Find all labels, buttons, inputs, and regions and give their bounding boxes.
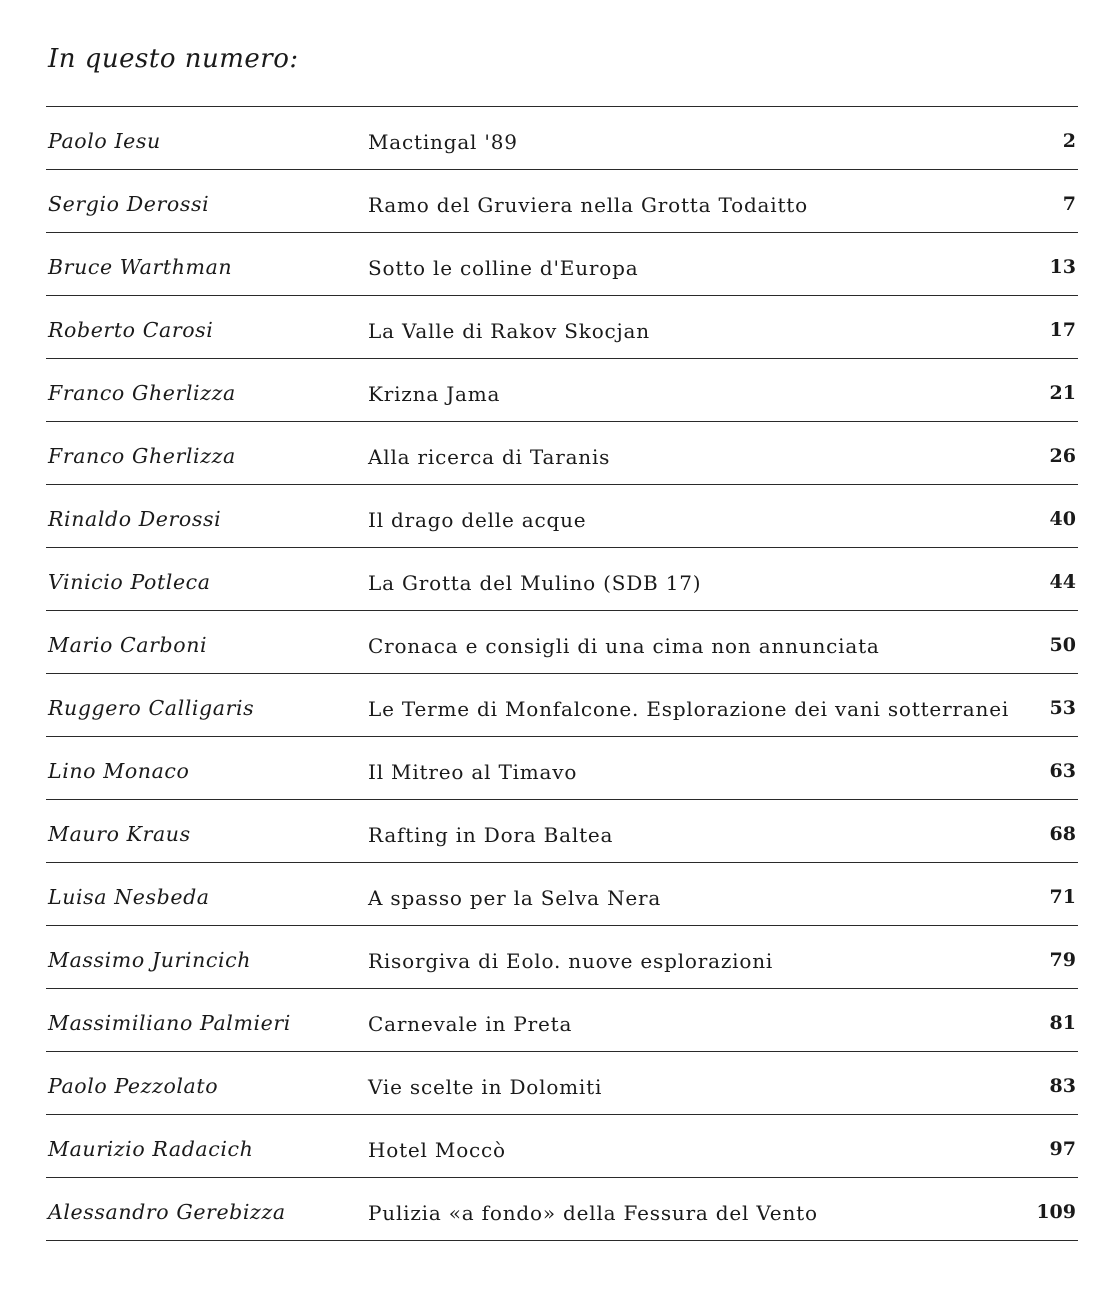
toc-row: [46, 1178, 1078, 1241]
toc-title: Alla ricerca di Taranis: [368, 445, 611, 469]
toc-row: [46, 170, 1078, 233]
toc-title: Il drago delle acque: [368, 508, 587, 532]
toc-row: [46, 1115, 1078, 1178]
toc-title: Sotto le colline d'Europa: [368, 256, 639, 280]
toc-title: Vie scelte in Dolomiti: [368, 1075, 603, 1099]
toc-row: [46, 548, 1078, 611]
toc-page-number: 17: [1049, 319, 1076, 341]
toc-title: Risorgiva di Eolo. nuove esplorazioni: [368, 949, 774, 973]
toc-row: [46, 800, 1078, 863]
toc-page-number: 7: [1062, 193, 1076, 215]
toc-page-number: 81: [1049, 1012, 1076, 1034]
toc-row: [46, 989, 1078, 1052]
toc-title: La Grotta del Mulino (SDB 17): [368, 571, 702, 595]
toc-row: [46, 359, 1078, 422]
toc-row: [46, 611, 1078, 674]
toc-page-number: 97: [1049, 1138, 1076, 1160]
toc-author: Massimiliano Palmieri: [48, 1011, 291, 1035]
toc-page-number: 79: [1049, 949, 1076, 971]
toc-page-number: 26: [1049, 445, 1076, 467]
toc-page-number: 109: [1036, 1201, 1076, 1223]
toc-page-number: 2: [1062, 130, 1076, 152]
toc-row: [46, 296, 1078, 359]
toc-title: Pulizia «a fondo» della Fessura del Vento: [368, 1201, 818, 1225]
toc-title: Il Mitreo al Timavo: [368, 760, 578, 784]
toc-author: Alessandro Gerebizza: [48, 1200, 286, 1224]
toc-row: [46, 233, 1078, 296]
toc-page-number: 71: [1049, 886, 1076, 908]
toc-author: Roberto Carosi: [48, 318, 214, 342]
table-of-contents: [46, 106, 1078, 1241]
toc-author: Maurizio Radacich: [48, 1137, 254, 1161]
toc-row: [46, 674, 1078, 737]
toc-page-number: 53: [1049, 697, 1076, 719]
toc-author: Luisa Nesbeda: [48, 885, 210, 909]
toc-author: Franco Gherlizza: [48, 381, 236, 405]
toc-title: Hotel Moccò: [368, 1138, 506, 1162]
toc-author: Mauro Kraus: [48, 822, 191, 846]
toc-author: Massimo Jurincich: [48, 948, 252, 972]
toc-row: [46, 485, 1078, 548]
toc-row: [46, 863, 1078, 926]
toc-author: Rinaldo Derossi: [48, 507, 222, 531]
toc-author: Ruggero Calligaris: [48, 696, 255, 720]
toc-page-number: 21: [1049, 382, 1076, 404]
toc-page-number: 63: [1049, 760, 1076, 782]
toc-page-number: 44: [1049, 571, 1076, 593]
toc-author: Mario Carboni: [48, 633, 208, 657]
toc-page-number: 50: [1049, 634, 1076, 656]
toc-title: Krizna Jama: [368, 382, 501, 406]
toc-row: [46, 926, 1078, 989]
toc-author: Lino Monaco: [48, 759, 190, 783]
toc-author: Paolo Iesu: [48, 129, 161, 153]
toc-author: Bruce Warthman: [48, 255, 233, 279]
toc-rows: [46, 107, 1078, 1241]
toc-author: Sergio Derossi: [48, 192, 210, 216]
toc-author: Paolo Pezzolato: [48, 1074, 219, 1098]
toc-page-number: 68: [1049, 823, 1076, 845]
toc-author: Vinicio Potleca: [48, 570, 211, 594]
toc-title: Le Terme di Monfalcone. Esplorazione dei vani sotterranei: [368, 697, 1010, 721]
toc-row: [46, 107, 1078, 170]
toc-title: Ramo del Gruviera nella Grotta Todaitto: [368, 193, 808, 217]
toc-row: [46, 1052, 1078, 1115]
toc-title: A spasso per la Selva Nera: [368, 886, 662, 910]
toc-page-number: 83: [1049, 1075, 1076, 1097]
toc-author: Franco Gherlizza: [48, 444, 236, 468]
toc-title: Cronaca e consigli di una cima non annunciata: [368, 634, 880, 658]
page-title: In questo numero:: [48, 44, 299, 74]
toc-title: Carnevale in Preta: [368, 1012, 573, 1036]
toc-page-number: 13: [1049, 256, 1076, 278]
toc-title: La Valle di Rakov Skocjan: [368, 319, 650, 343]
toc-row: [46, 422, 1078, 485]
toc-title: Mactingal '89: [368, 130, 518, 154]
toc-page-number: 40: [1049, 508, 1076, 530]
toc-title: Rafting in Dora Baltea: [368, 823, 614, 847]
toc-row: [46, 737, 1078, 800]
